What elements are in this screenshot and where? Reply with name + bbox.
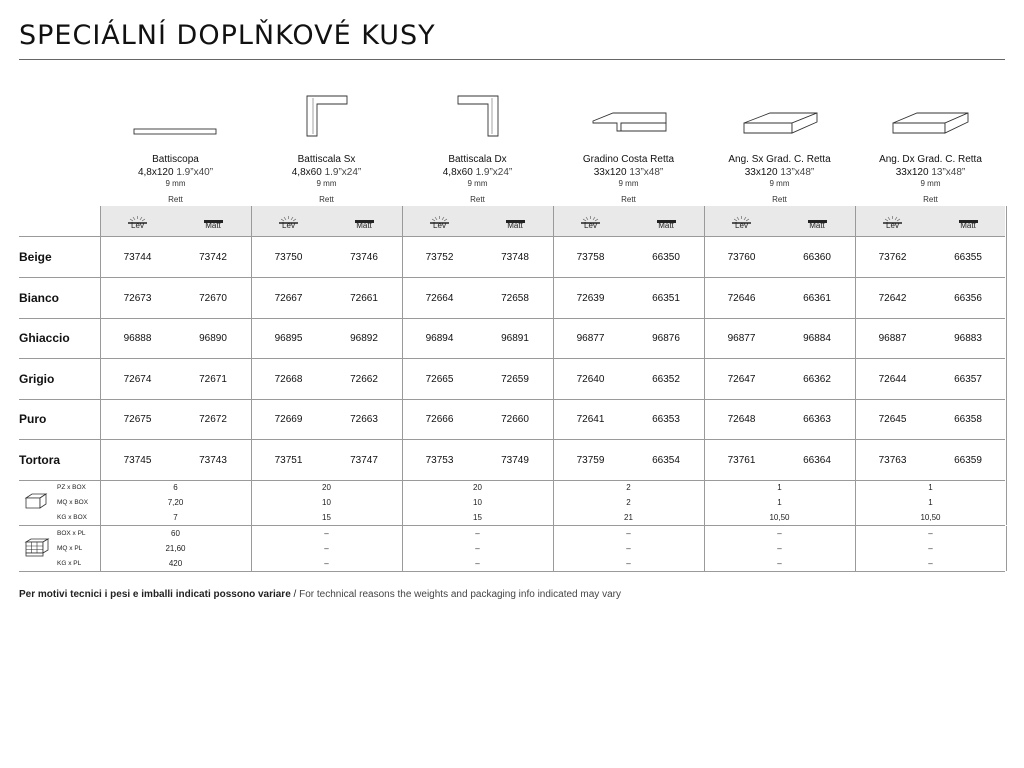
packaging-value: 20	[322, 483, 331, 492]
product-rectified: Rett	[168, 195, 183, 204]
packaging-value: 7,20	[167, 498, 184, 507]
finish-label-matt: Matt	[809, 221, 825, 230]
product-column	[704, 90, 855, 206]
product-code: 73751	[274, 454, 303, 466]
finish-label-matt: Matt	[960, 221, 976, 230]
packaging-value: 10,50	[920, 513, 941, 522]
product-name: Battiscala Dx	[448, 154, 507, 165]
packaging-label: KG x PL	[57, 560, 82, 567]
finish-cell-lev	[704, 206, 779, 236]
row-divider	[19, 236, 1005, 237]
product-code: 72672	[199, 414, 227, 425]
packaging-value: 10	[322, 498, 331, 507]
finish-label-lev: Lev	[131, 221, 144, 230]
product-code: 72661	[350, 292, 378, 304]
color-name: Beige	[19, 250, 52, 264]
product-code: 96892	[350, 333, 378, 344]
column-divider	[100, 480, 101, 525]
packaging-value: –	[777, 544, 782, 553]
product-code: 73752	[425, 252, 454, 263]
product-thickness: 9 mm	[920, 179, 941, 188]
product-code: 66352	[652, 373, 680, 385]
packaging-value: 1	[777, 483, 782, 492]
product-code: 73749	[501, 454, 529, 466]
product-code: 72644	[878, 373, 907, 385]
product-code: 66356	[954, 292, 982, 304]
packaging-value: –	[475, 544, 480, 553]
product-code: 73760	[727, 252, 756, 263]
column-divider	[855, 206, 856, 481]
product-code: 72671	[199, 373, 227, 385]
product-code: 72666	[425, 414, 454, 425]
product-name: Ang. Sx Grad. C. Retta	[728, 154, 831, 165]
product-code: 66359	[954, 454, 982, 466]
product-code: 73743	[199, 454, 227, 466]
packaging-value: 10,50	[769, 513, 790, 522]
product-code: 96895	[274, 333, 303, 344]
product-size	[704, 167, 855, 178]
column-divider	[855, 480, 856, 525]
product-size	[100, 167, 251, 178]
product-code: 72664	[425, 292, 454, 304]
product-code: 96891	[501, 333, 529, 344]
finish-label-matt: Matt	[507, 221, 523, 230]
product-code: 73763	[878, 454, 907, 466]
product-column	[855, 90, 1006, 206]
column-divider	[402, 206, 403, 481]
column-divider	[402, 480, 403, 525]
product-rectified: Rett	[923, 195, 938, 204]
product-code: 66358	[954, 414, 982, 425]
packaging-value: –	[475, 559, 480, 568]
product-code: 72640	[576, 373, 605, 385]
product-code: 72669	[274, 414, 303, 425]
product-size	[402, 167, 553, 178]
product-code: 72639	[576, 292, 605, 304]
product-name: Gradino Costa Retta	[582, 154, 675, 165]
column-divider	[855, 526, 856, 571]
product-size-cm: 33x120	[744, 167, 778, 178]
product-size-cm: 4,8x60	[291, 167, 322, 178]
product-size-inches: 13”x48”	[629, 167, 664, 178]
finish-label-lev: Lev	[282, 221, 295, 230]
finish-cell-matt	[629, 206, 704, 236]
packaging-value: –	[777, 559, 782, 568]
polished-surface-icon	[731, 211, 752, 219]
packaging-value: –	[475, 529, 480, 538]
packaging-value: 6	[173, 483, 178, 492]
product-size-cm: 4,8x60	[442, 167, 473, 178]
finish-cell-lev	[553, 206, 628, 236]
column-divider	[1006, 526, 1007, 571]
finish-cell-matt	[327, 206, 402, 236]
packaging-divider	[19, 571, 1005, 572]
row-divider	[19, 358, 1005, 359]
packaging-value: 420	[168, 559, 183, 568]
product-code: 73762	[878, 252, 907, 263]
column-divider	[1006, 206, 1007, 481]
product-rectified: Rett	[621, 195, 636, 204]
polished-surface-icon	[882, 211, 903, 219]
product-code: 96884	[803, 333, 831, 344]
product-name: Ang. Dx Grad. C. Retta	[879, 154, 982, 165]
product-code: 66353	[652, 414, 680, 425]
product-code: 73753	[425, 454, 454, 466]
finish-cell-matt	[780, 206, 855, 236]
column-divider	[704, 526, 705, 571]
finish-cell-lev	[855, 206, 930, 236]
finish-cell-matt	[478, 206, 553, 236]
packaging-value: –	[626, 559, 631, 568]
column-divider	[553, 526, 554, 571]
product-name: Battiscopa	[152, 154, 199, 165]
product-code: 96877	[727, 333, 756, 344]
row-divider	[19, 277, 1005, 278]
column-divider	[251, 526, 252, 571]
packaging-value: –	[626, 529, 631, 538]
polished-surface-icon	[127, 211, 148, 219]
product-code: 73745	[123, 454, 152, 466]
finish-label-matt: Matt	[658, 221, 674, 230]
finish-label-lev: Lev	[584, 221, 597, 230]
packaging-label: BOX x PL	[57, 530, 86, 537]
product-size-inches: 1.9”x40”	[176, 167, 214, 178]
matt-surface-icon	[354, 211, 375, 219]
product-code: 96890	[199, 333, 227, 344]
polished-surface-icon	[278, 211, 299, 219]
finish-label-matt: Matt	[205, 221, 221, 230]
packaging-value: 15	[473, 513, 482, 522]
row-divider	[19, 480, 1005, 481]
product-code: 96877	[576, 333, 605, 344]
footnote-separator: /	[290, 589, 300, 600]
packaging-value: –	[928, 529, 933, 538]
packaging-label: PZ x BOX	[57, 484, 86, 491]
product-code: 66350	[652, 252, 680, 263]
packaging-value: 2	[626, 498, 631, 507]
column-divider	[100, 526, 101, 571]
packaging-value: 60	[171, 529, 180, 538]
product-size-inches: 13”x48”	[931, 167, 966, 178]
packaging-value: 1	[928, 483, 933, 492]
product-thickness: 9 mm	[769, 179, 790, 188]
color-name: Bianco	[19, 290, 60, 305]
footnote-english: For technical reasons the weights and packaging info indicated may vary	[299, 589, 621, 600]
product-code: 72658	[501, 292, 529, 304]
packaging-value: –	[626, 544, 631, 553]
product-code: 66364	[803, 454, 831, 466]
product-size	[251, 167, 402, 178]
product-code: 72645	[878, 414, 907, 425]
column-divider	[402, 526, 403, 571]
product-code: 66355	[954, 252, 982, 263]
product-code: 73761	[727, 454, 756, 466]
packaging-value: –	[928, 544, 933, 553]
product-size-inches: 1.9”x24”	[324, 167, 362, 178]
finish-cell-lev	[251, 206, 326, 236]
packaging-value: 7	[173, 513, 178, 522]
polished-surface-icon	[429, 211, 450, 219]
product-column	[402, 90, 553, 206]
product-code: 73742	[199, 252, 227, 263]
packaging-value: –	[928, 559, 933, 568]
product-rectified: Rett	[470, 195, 485, 204]
product-code: 66361	[803, 292, 831, 304]
product-size	[855, 167, 1006, 178]
packaging-divider	[19, 525, 1005, 526]
column-divider	[704, 206, 705, 481]
product-code: 72668	[274, 373, 303, 385]
product-name: Battiscala Sx	[297, 154, 356, 165]
finish-cell-lev	[100, 206, 175, 236]
title-divider	[19, 59, 1005, 60]
column-divider	[100, 206, 101, 481]
product-code: 72641	[576, 414, 605, 425]
finish-label-lev: Lev	[886, 221, 899, 230]
finish-cell-lev	[402, 206, 477, 236]
product-thickness: 9 mm	[165, 179, 186, 188]
product-thickness: 9 mm	[467, 179, 488, 188]
packaging-value: –	[324, 559, 329, 568]
product-size-cm: 33x120	[593, 167, 627, 178]
matt-surface-icon	[203, 211, 224, 219]
matt-surface-icon	[958, 211, 979, 219]
product-rectified: Rett	[772, 195, 787, 204]
product-code: 96883	[954, 333, 982, 344]
product-code: 66351	[652, 292, 680, 304]
matt-surface-icon	[656, 211, 677, 219]
product-code: 72673	[123, 292, 152, 304]
product-code: 72665	[425, 373, 454, 385]
polished-surface-icon	[580, 211, 601, 219]
column-divider	[1006, 480, 1007, 525]
product-column	[553, 90, 704, 206]
finish-label-lev: Lev	[433, 221, 446, 230]
packaging-value: 2	[626, 483, 631, 492]
product-code: 72646	[727, 292, 756, 304]
packaging-label: MQ x BOX	[57, 499, 89, 506]
column-divider	[553, 206, 554, 481]
product-code: 72667	[274, 292, 303, 304]
product-thickness: 9 mm	[316, 179, 337, 188]
product-code: 96888	[123, 333, 152, 344]
product-code: 72674	[123, 373, 152, 385]
product-code: 73744	[123, 252, 152, 263]
color-name: Puro	[19, 412, 47, 426]
product-code: 72659	[501, 373, 529, 385]
product-code: 72648	[727, 414, 756, 425]
packaging-value: 21	[624, 513, 633, 522]
column-divider	[251, 480, 252, 525]
packaging-value: 21,60	[165, 544, 186, 553]
product-code: 72663	[350, 414, 378, 425]
packaging-value: 1	[777, 498, 782, 507]
product-code: 73759	[576, 454, 605, 466]
column-divider	[704, 480, 705, 525]
product-code: 73750	[274, 252, 303, 263]
product-code: 96894	[425, 333, 454, 344]
packaging-label: KG x BOX	[57, 514, 87, 521]
packaging-value: –	[324, 529, 329, 538]
finish-label-lev: Lev	[735, 221, 748, 230]
packaging-value: –	[324, 544, 329, 553]
finish-label-matt: Matt	[356, 221, 372, 230]
product-code: 73748	[501, 252, 529, 263]
row-divider	[19, 318, 1005, 319]
row-divider	[19, 439, 1005, 440]
finish-cell-matt	[931, 206, 1006, 236]
page-title: SPECIÁLNÍ DOPLŇKOVÉ KUSY	[19, 20, 436, 51]
product-size-cm: 33x120	[895, 167, 929, 178]
packaging-value: 1	[928, 498, 933, 507]
product-code: 72642	[878, 292, 907, 304]
product-size-inches: 13”x48”	[780, 167, 815, 178]
color-name: Grigio	[19, 371, 55, 386]
product-code: 96887	[878, 333, 907, 344]
product-code: 66362	[803, 373, 831, 385]
product-rectified: Rett	[319, 195, 334, 204]
box-icon	[24, 492, 48, 515]
product-code: 72660	[501, 414, 529, 425]
packaging-label: MQ x PL	[57, 545, 83, 552]
footnote	[19, 589, 621, 600]
matt-surface-icon	[807, 211, 828, 219]
product-code: 96876	[652, 333, 680, 344]
product-code: 66363	[803, 414, 831, 425]
product-size-inches: 1.9”x24”	[475, 167, 513, 178]
product-size	[553, 167, 704, 178]
row-divider	[19, 399, 1005, 400]
product-code: 72670	[199, 292, 227, 304]
packaging-value: 20	[473, 483, 482, 492]
packaging-value: 15	[322, 513, 331, 522]
product-size-cm: 4,8x120	[137, 167, 174, 178]
column-divider	[251, 206, 252, 481]
product-code: 66357	[954, 373, 982, 385]
finish-cell-matt	[176, 206, 251, 236]
product-thickness: 9 mm	[618, 179, 639, 188]
product-code: 66360	[803, 252, 831, 263]
product-code: 73746	[350, 252, 378, 263]
product-code: 73758	[576, 252, 605, 263]
product-code: 66354	[652, 454, 680, 466]
packaging-value: –	[777, 529, 782, 538]
product-code: 72675	[123, 414, 152, 425]
packaging-value: 10	[473, 498, 482, 507]
matt-surface-icon	[505, 211, 526, 219]
footnote-italian: Per motivi tecnici i pesi e imballi indicati possono variare	[19, 589, 291, 600]
product-code: 72662	[350, 373, 378, 385]
product-code: 73747	[350, 454, 378, 466]
column-divider	[553, 480, 554, 525]
color-name: Tortora	[19, 452, 61, 467]
product-column	[100, 90, 251, 206]
pallet-icon	[24, 538, 50, 563]
product-column	[251, 90, 402, 206]
product-code: 72647	[727, 373, 756, 385]
color-name: Ghiaccio	[19, 331, 70, 345]
